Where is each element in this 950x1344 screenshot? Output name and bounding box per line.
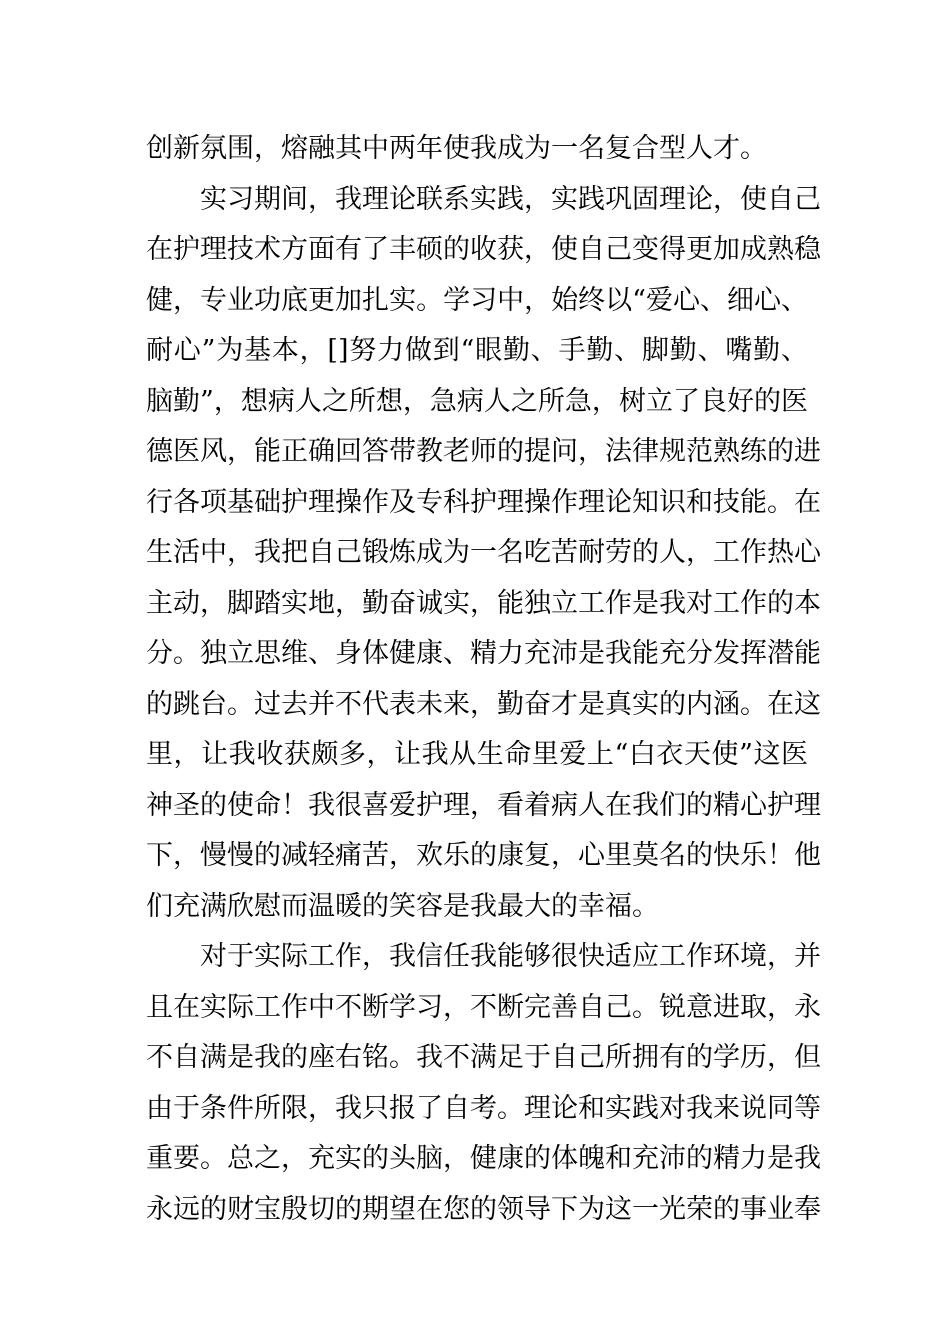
text-line: 耐心”为基本，[]努力做到“眼勤、手勤、脚勤、嘴勤、 <box>146 335 808 366</box>
text-line: 们充满欣慰而温暖的笑容是我最大的幸福。 <box>146 890 659 922</box>
text-line: 由于条件所限，我只报了自考。理论和实践对我来说同等 <box>146 1092 821 1124</box>
text-line: 德医风，能正确回答带教老师的提问，法律规范熟练的进 <box>146 436 821 467</box>
body-text <box>146 124 821 1235</box>
text-line: 生活中，我把自己锻炼成为一名吃苦耐劳的人，工作热心 <box>146 537 821 568</box>
paragraph-start-line: 对于实际工作，我信任我能够很快适应工作环境，并 <box>200 941 821 972</box>
text-line: 神圣的使命！我很喜爱护理，看着病人在我们的精心护理 <box>146 789 821 821</box>
text-line: 的跳台。过去并不代表未来，勤奋才是真实的内涵。在这 <box>146 688 821 720</box>
text-line: 健，专业功底更加扎实。学习中，始终以“爱心、细心、 <box>146 284 808 316</box>
text-line: 里，让我收获颇多，让我从生命里爱上“白衣天使”这医 <box>146 739 808 770</box>
text-line: 永远的财宝殷切的期望在您的领导下为这一光荣的事业奉 <box>146 1193 821 1225</box>
text-line: 不自满是我的座右铭。我不满足于自己所拥有的学历，但 <box>146 1042 821 1073</box>
text-line: 行各项基础护理操作及专科护理操作理论知识和技能。在 <box>146 486 821 518</box>
text-line: 下，慢慢的减轻痛苦，欢乐的康复，心里莫名的快乐！他 <box>146 840 821 871</box>
text-line: 在护理技术方面有了丰硕的收获，使自己变得更加成熟稳 <box>146 234 821 265</box>
paragraph-start-line: 实习期间，我理论联系实践，实践巩固理论，使自己 <box>200 183 821 215</box>
text-line: 分。独立思维、身体健康、精力充沛是我能充分发挥潜能 <box>146 638 821 669</box>
text-line: 重要。总之，充实的头脑，健康的体魄和充沛的精力是我 <box>146 1143 821 1174</box>
text-line: 且在实际工作中不断学习，不断完善自己。锐意进取，永 <box>146 991 821 1023</box>
text-line: 脑勤”，想病人之所想，急病人之所急，树立了良好的医 <box>146 385 808 417</box>
text-line: 主动，脚踏实地，勤奋诚实，能独立工作是我对工作的本 <box>146 587 821 619</box>
text-line: 创新氛围，熔融其中两年使我成为一名复合型人才。 <box>146 133 767 164</box>
